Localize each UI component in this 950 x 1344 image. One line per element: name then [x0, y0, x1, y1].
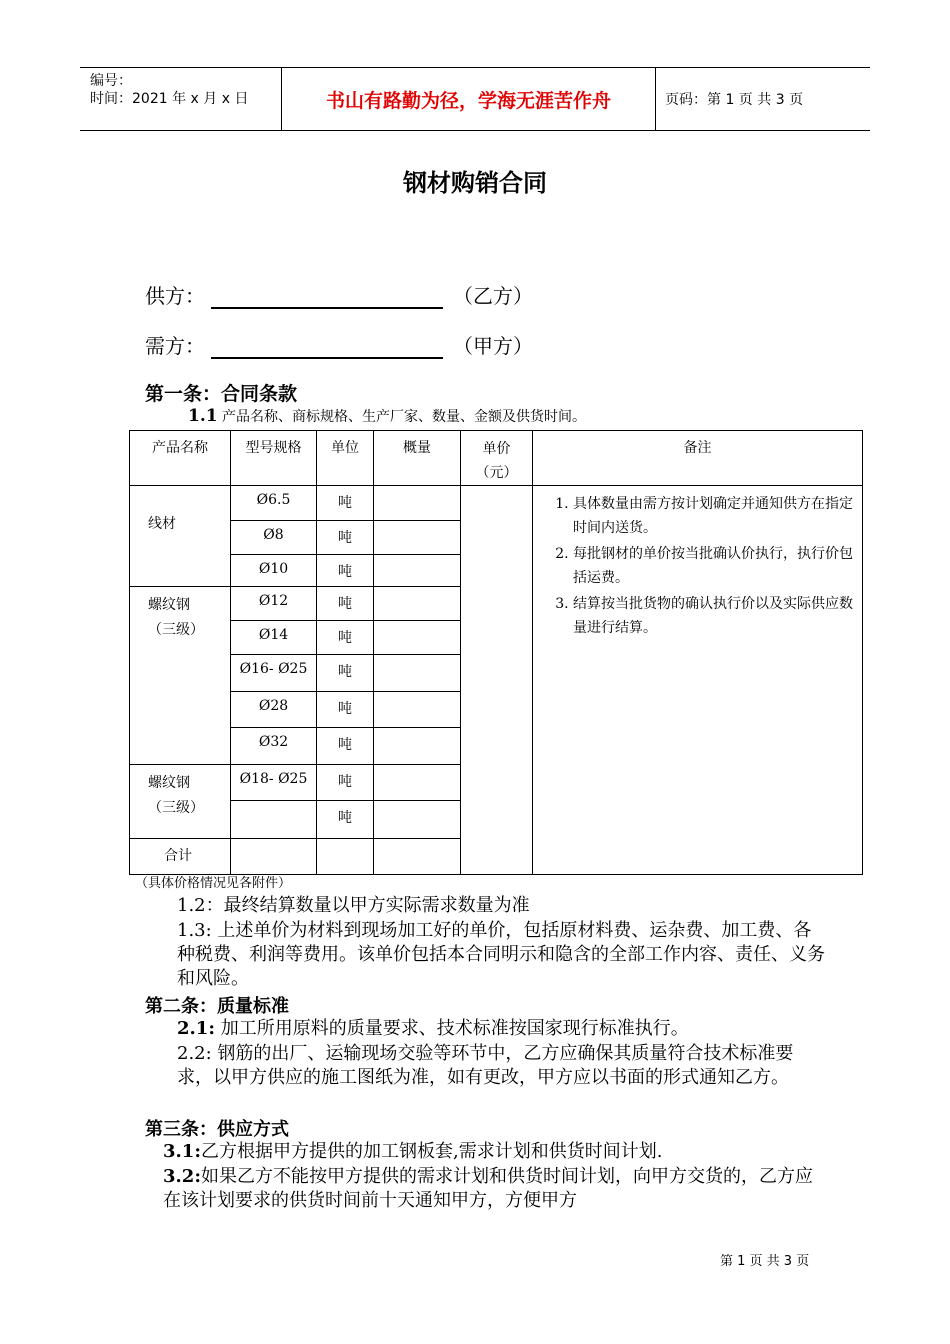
- supplier-label: 供方：: [145, 284, 205, 308]
- unit-cell: 吨: [317, 692, 374, 728]
- clause-3-1: [145, 1140, 825, 1164]
- header-meta: [80, 68, 282, 130]
- clause-2-1-number: 2.1:: [177, 1018, 215, 1039]
- spec-cell: Ø8: [231, 521, 317, 555]
- clause-3-2-number: 3.2:: [163, 1166, 201, 1187]
- qty-cell[interactable]: [374, 486, 461, 521]
- page-footer: 第 1 页 共 3 页: [720, 1254, 810, 1269]
- qty-cell[interactable]: [374, 621, 461, 655]
- qty-cell[interactable]: [374, 728, 461, 765]
- product-name: 螺纹钢 （三级）: [130, 587, 231, 765]
- buyer-label: 需方：: [145, 334, 205, 358]
- unit-cell: 吨: [317, 555, 374, 587]
- clause-1-3: [145, 919, 825, 991]
- article3-heading: 第三条：供应方式: [145, 1119, 289, 1140]
- page-header: [80, 67, 870, 131]
- article2-heading: 第二条：质量标准: [145, 996, 289, 1017]
- unit-cell: 吨: [317, 621, 374, 655]
- clause-1-3-text: 1.3: 上述单价为材料到现场加工好的单价，包括原材料费、运杂费、加工费、各种税费、利润等费用。该单价包括本合同明示和隐含的全部工作内容、责任、义务和风险。: [177, 920, 825, 989]
- unit-cell: 吨: [317, 801, 374, 839]
- clause-3-2-text: 如果乙方不能按甲方提供的需求计划和供货时间计划，向甲方交货的，乙方应在该计划要求的供货时间前十天通知甲方，方便甲方: [163, 1166, 813, 1211]
- note-item: 1. 具体数量由需方按计划确定并通知供方在指定时间内送货。: [573, 492, 858, 540]
- clause-2-1-text: 加工所用原料的质量要求、技术标准按国家现行标准执行。: [220, 1018, 689, 1039]
- clause-2-1: [145, 1017, 825, 1041]
- spec-table: [129, 430, 863, 875]
- qty-cell[interactable]: [374, 655, 461, 692]
- qty-cell[interactable]: [374, 801, 461, 839]
- clause-3-2: [145, 1165, 825, 1213]
- clause-1-1-number: 1.1: [188, 406, 218, 426]
- total-cell[interactable]: [374, 839, 461, 875]
- qty-cell[interactable]: [374, 555, 461, 587]
- unit-cell: 吨: [317, 765, 374, 801]
- unit-cell: 吨: [317, 655, 374, 692]
- total-cell: [317, 839, 374, 875]
- clause-3-1-number: 3.1:: [163, 1141, 201, 1162]
- clause-1-2: [145, 894, 825, 918]
- spec-cell: Ø28: [231, 692, 317, 728]
- qty-cell[interactable]: [374, 587, 461, 621]
- supplier-blank[interactable]: [211, 285, 443, 309]
- spec-cell: Ø10: [231, 555, 317, 587]
- unit-cell: 吨: [317, 521, 374, 555]
- buyer-role: （甲方）: [453, 334, 533, 358]
- col-header: 备注: [533, 431, 863, 486]
- document-number: 编号：: [90, 73, 132, 89]
- header-motto: 书山有路勤为径，学海无涯苦作舟: [282, 68, 656, 130]
- supplier-role: （乙方）: [453, 284, 533, 308]
- article1-heading: 第一条：合同条款: [145, 383, 298, 405]
- unit-cell: 吨: [317, 486, 374, 521]
- product-name: 螺纹钢 （三级）: [130, 765, 231, 839]
- clause-1-1: [188, 406, 586, 426]
- note-item: 2. 每批钢材的单价按当批确认价执行，执行价包括运费。: [573, 542, 858, 590]
- notes-list: [537, 492, 858, 640]
- document-date: 时间：2021 年 x 月 x 日: [90, 91, 249, 107]
- note-item: 3. 结算按当批货物的确认执行价以及实际供应数量进行结算。: [573, 592, 858, 640]
- header-page-info: 页码：第 1 页 共 3 页: [665, 92, 804, 108]
- table-row: [130, 486, 863, 521]
- clause-2-2: [145, 1042, 825, 1090]
- qty-cell[interactable]: [374, 765, 461, 801]
- product-name: 线材: [130, 486, 231, 587]
- spec-cell: Ø18- Ø25: [231, 765, 317, 801]
- clause-2-2-text: 2.2: 钢筋的出厂、运输现场交验等环节中，乙方应确保其质量符合技术标准要求，以甲方供应的施工图纸为准，如有更改，甲方应以书面的形式通知乙方。: [177, 1043, 794, 1088]
- notes-cell: [533, 486, 863, 875]
- col-header: 型号规格: [231, 431, 317, 486]
- clause-1-1-text: 产品名称、商标规格、生产厂家、数量、金额及供货时间。: [217, 409, 587, 425]
- spec-cell: Ø12: [231, 587, 317, 621]
- col-header: 产品名称: [130, 431, 231, 486]
- spec-cell: Ø14: [231, 621, 317, 655]
- total-cell: [231, 839, 317, 875]
- spec-cell: Ø32: [231, 728, 317, 765]
- qty-cell[interactable]: [374, 521, 461, 555]
- table-footnote: （具体价格情况见各附件）: [135, 876, 292, 891]
- qty-cell[interactable]: [374, 692, 461, 728]
- page-title: 钢材购销合同: [403, 169, 547, 197]
- spec-cell: Ø16- Ø25: [231, 655, 317, 692]
- clause-1-2-text: 1.2：最终结算数量以甲方实际需求数量为准: [177, 895, 530, 916]
- buyer-blank[interactable]: [211, 335, 443, 359]
- col-header: 概量: [374, 431, 461, 486]
- unit-cell: 吨: [317, 587, 374, 621]
- clause-3-1-text: 乙方根据甲方提供的加工钢板套,需求计划和供货时间计划.: [200, 1141, 663, 1162]
- buyer-line: [145, 330, 533, 359]
- supplier-line: [145, 280, 533, 309]
- total-label: 合计: [130, 839, 231, 875]
- spec-cell[interactable]: [231, 801, 317, 839]
- col-header: 单价 （元）: [461, 431, 533, 486]
- unit-cell: 吨: [317, 728, 374, 765]
- table-header-row: [130, 431, 863, 486]
- price-cell[interactable]: [461, 486, 533, 875]
- col-header: 单位: [317, 431, 374, 486]
- spec-cell: Ø6.5: [231, 486, 317, 521]
